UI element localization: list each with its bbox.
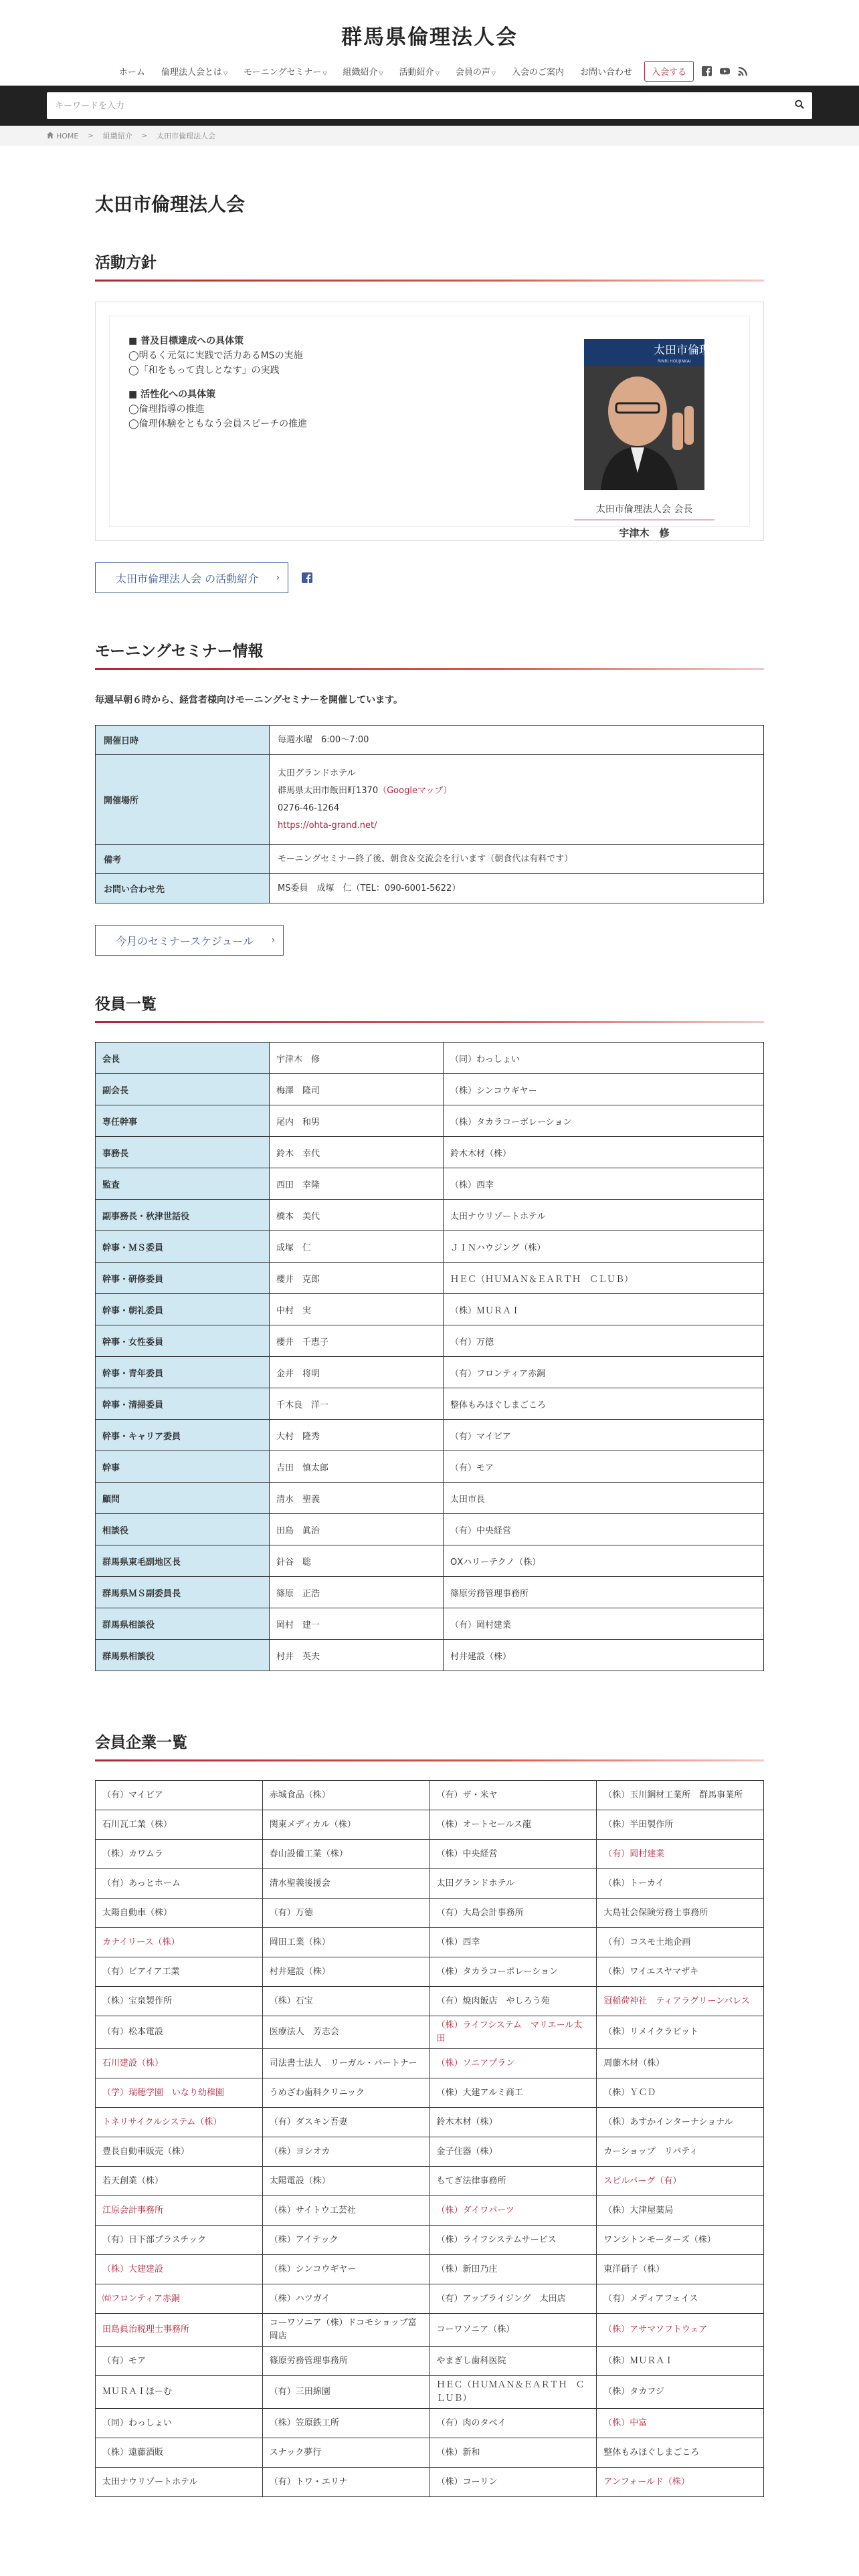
member-company: （有）松本電設 [96, 2016, 263, 2049]
member-company[interactable]: アンフォールド（株） [597, 2468, 764, 2497]
officer-role: 幹事・ＭＳ委員 [96, 1231, 270, 1263]
member-company: （有）焼肉飯店 やしろう苑 [430, 1987, 597, 2016]
member-company: （有）あっとホーム [96, 1869, 263, 1899]
member-company[interactable]: トネリサイクルシステム（株） [96, 2108, 263, 2137]
member-row [96, 2376, 764, 2409]
officer-row [96, 1420, 764, 1451]
policy-heading-1: ■ 普及目標達成への具体策 [128, 336, 244, 346]
member-row [96, 2409, 764, 2438]
member-company: 周藤木材（株） [597, 2049, 764, 2078]
policy-line: ◯倫理指導の推進 [128, 404, 205, 415]
venue-tel: 0276-46-1264 [278, 802, 340, 813]
member-company: （株）ＭＵＲＡＩ [597, 2347, 764, 2376]
schedule-button[interactable] [95, 925, 284, 956]
member-company: （株）コーリン [430, 2468, 597, 2497]
officer-row [96, 1200, 764, 1231]
member-company: 鈴木木材（株） [430, 2108, 597, 2137]
main-content [0, 190, 859, 2497]
member-company: （株）大建アルミ商工 [430, 2078, 597, 2108]
member-company: （株）ヨシオカ [262, 2137, 430, 2167]
member-company: 村井建設（株） [262, 1957, 430, 1987]
member-company: （株）中央経営 [430, 1840, 597, 1869]
breadcrumb [0, 126, 859, 146]
member-company: （株）あすかインターナショナル [597, 2108, 764, 2137]
site-header [0, 0, 859, 86]
member-company: （有）肉のタベイ [430, 2409, 597, 2438]
officer-row [96, 1608, 764, 1640]
member-company: 大島社会保険労務士事務所 [597, 1899, 764, 1928]
nav-item-2[interactable] [244, 65, 326, 78]
officer-role: 幹事・女性委員 [96, 1325, 270, 1357]
member-company: （株）タカラコーポレーション [430, 1957, 597, 1987]
officer-name: 梅澤 隆司 [270, 1074, 444, 1105]
member-company[interactable]: （株）大建建設 [96, 2255, 263, 2284]
officer-name: 針谷 聡 [270, 1545, 444, 1577]
seminar-row [96, 726, 764, 755]
officer-name: 村井 英夫 [270, 1640, 444, 1671]
photo-banner-sub: RINRI HOUJINKAI [658, 359, 691, 364]
officer-role: 群馬県東毛副地区長 [96, 1545, 270, 1577]
member-company: 司法書士法人 リーガル・パートナー [262, 2049, 430, 2078]
member-company: （有）トワ・エリナ [262, 2468, 430, 2497]
member-company: （株）ＹＣＤ [597, 2078, 764, 2108]
member-company[interactable]: （株）アサマソフトウェア [597, 2314, 764, 2347]
member-company[interactable]: （株）中富 [597, 2409, 764, 2438]
member-company: （株）石宝 [262, 1987, 430, 2016]
officer-org: （有）中央経営 [444, 1514, 764, 1545]
officer-org: ＪＩＮハウジング（株） [444, 1231, 764, 1263]
officer-row [96, 1577, 764, 1608]
member-row [96, 2167, 764, 2196]
member-company[interactable]: （株）ソニアプラン [430, 2049, 597, 2078]
member-row [96, 2314, 764, 2347]
member-row [96, 1869, 764, 1899]
nav-item-label: モーニングセミナー [244, 68, 322, 78]
facebook-icon[interactable] [702, 66, 712, 76]
officer-role: 群馬県ＭＳ副委員長 [96, 1577, 270, 1608]
officer-org: （有）岡村建業 [444, 1608, 764, 1640]
officer-name: 尾内 和男 [270, 1105, 444, 1137]
nav-item-label: お問い合わせ [580, 68, 633, 78]
member-company: （株）タカフジ [597, 2376, 764, 2409]
officer-row [96, 1105, 764, 1137]
member-company: （有）大島会計事務所 [430, 1899, 597, 1928]
member-company: （有）マイビア [96, 1781, 263, 1810]
member-company[interactable]: スピルバーグ（有） [597, 2167, 764, 2196]
member-company: ＭＵＲＡＩほーむ [96, 2376, 263, 2409]
officer-row [96, 1325, 764, 1357]
officer-row [96, 1263, 764, 1294]
officer-row [96, 1357, 764, 1388]
member-company[interactable]: 江原会計事務所 [96, 2196, 263, 2226]
officer-org: （有）モア [444, 1451, 764, 1483]
officer-row [96, 1388, 764, 1420]
chevron-down-icon: ▽ [322, 70, 327, 76]
nav-item-1[interactable] [161, 65, 227, 78]
member-company: ＨＥＣ（ＨＵＭＡＮ＆ＥＡＲＴＨ ＣＬＵＢ） [430, 2376, 597, 2409]
officer-role: 副会長 [96, 1074, 270, 1105]
officer-role: 幹事・清掃委員 [96, 1388, 270, 1420]
search-bar [0, 86, 859, 126]
member-company: もてぎ法律事務所 [430, 2167, 597, 2196]
member-row [96, 1810, 764, 1840]
nav-item-7[interactable] [580, 65, 632, 78]
member-company: 太陽自動車（株） [96, 1899, 263, 1928]
officer-name: 吉田 慎太郎 [270, 1451, 444, 1483]
policy-text [128, 326, 307, 517]
officer-role: 幹事 [96, 1451, 270, 1483]
member-company[interactable]: 石川建設（株） [96, 2049, 263, 2078]
seminar-row [96, 755, 764, 845]
nav-item-5[interactable] [456, 65, 496, 78]
member-row [96, 2108, 764, 2137]
member-company: （株）半田製作所 [597, 1810, 764, 1840]
member-row [96, 1957, 764, 1987]
officer-name: 清水 聖義 [270, 1483, 444, 1514]
member-company: 整体もみほぐしまごころ [597, 2438, 764, 2468]
member-company: （株）笠原鉄工所 [262, 2409, 430, 2438]
member-row [96, 2255, 764, 2284]
activity-button[interactable] [95, 562, 288, 593]
member-company: 石川瓦工業（株） [96, 1810, 263, 1840]
nav-item-label: 倫理法人会とは [161, 68, 222, 78]
policy-box [95, 302, 764, 541]
policy-heading-2: ■ 活性化への具体策 [128, 389, 216, 400]
member-company: 春山設備工業（株） [262, 1840, 430, 1869]
member-company: （有）ダスキン吾妻 [262, 2108, 430, 2137]
members-table [95, 1780, 764, 2497]
officer-name: 橋本 美代 [270, 1200, 444, 1231]
page-title: 太田市倫理法人会 [95, 193, 246, 215]
member-company[interactable]: ㈲フロンティア赤銅 [96, 2284, 263, 2314]
officer-name: 鈴木 幸代 [270, 1137, 444, 1168]
member-row [96, 2049, 764, 2078]
search-input[interactable] [55, 101, 729, 111]
chevron-right-icon: › [271, 935, 276, 946]
officer-org: （株）タカラコーポレーション [444, 1105, 764, 1137]
officer-name: 大村 隆秀 [270, 1420, 444, 1451]
officer-name: 櫻井 千恵子 [270, 1325, 444, 1357]
officers-heading: 役員一覧 [95, 992, 764, 1023]
venue-url-link[interactable]: https://ohta-grand.net/ [278, 820, 377, 831]
nav-item-label: 会員の声 [455, 68, 490, 78]
officer-org: 太田ナウリゾートホテル [444, 1200, 764, 1231]
officer-role: 幹事・研修委員 [96, 1263, 270, 1294]
breadcrumb-current: 太田市倫理法人会 [157, 132, 216, 140]
officer-role: 相談役 [96, 1514, 270, 1545]
officer-row [96, 1074, 764, 1105]
officer-role: 群馬県相談役 [96, 1608, 270, 1640]
officer-row [96, 1168, 764, 1200]
nav-item-label: 入会のご案内 [512, 68, 565, 78]
officer-name: 千木良 洋一 [270, 1388, 444, 1420]
member-company: （株）トーカイ [597, 1869, 764, 1899]
member-company[interactable]: （有）岡村建業 [597, 1840, 764, 1869]
member-row [96, 1840, 764, 1869]
seminar-value: モーニングセミナー終了後、朝食＆交流会を行います（朝食代は有料です） [270, 845, 764, 874]
nav-item-label: ホーム [118, 68, 145, 78]
breadcrumb-level1[interactable]: 組織紹介 [102, 132, 132, 140]
member-company[interactable]: カナイリース（株） [96, 1928, 263, 1957]
member-row [96, 2347, 764, 2376]
breadcrumb-separator-icon: > [88, 132, 94, 140]
nav-item-0[interactable] [119, 65, 145, 78]
member-row [96, 2016, 764, 2049]
officer-row [96, 1483, 764, 1514]
member-row [96, 1987, 764, 2016]
search-icon[interactable] [795, 100, 804, 112]
seminar-value [270, 755, 764, 845]
member-company: 若天創業（株） [96, 2167, 263, 2196]
schedule-button-label: 今月のセミナースケジュール [116, 934, 254, 948]
nav-item-label: 組織紹介 [343, 68, 378, 78]
member-company: （株）ライフシステムサービス [430, 2226, 597, 2255]
officer-role: 幹事・キャリア委員 [96, 1420, 270, 1451]
officer-role: 専任幹事 [96, 1105, 270, 1137]
officer-row [96, 1451, 764, 1483]
member-company: 太田グランドホテル [430, 1869, 597, 1899]
seminar-label: 備考 [96, 845, 270, 874]
member-company: （株）アイテック [262, 2226, 430, 2255]
chevron-down-icon: ▽ [223, 70, 228, 76]
member-company: 太田ナウリゾートホテル [96, 2468, 263, 2497]
member-company: （有）日下部プラスチック [96, 2226, 263, 2255]
member-company: （有）ビアイア工業 [96, 1957, 263, 1987]
member-company: スナック夢行 [262, 2438, 430, 2468]
president-name: 宇津木 修 [619, 527, 670, 539]
member-company: （株）オートセールス龍 [430, 1810, 597, 1840]
search-box [47, 92, 812, 119]
officer-org: （株）シンコウギヤー [444, 1074, 764, 1105]
officer-role: 副事務長・秋津世話役 [96, 1200, 270, 1231]
member-company[interactable]: （株）ダイワパーツ [430, 2196, 597, 2226]
member-company: コーワソニア（株）ドコモショップ富岡店 [262, 2314, 430, 2347]
member-company: （有）三田綿園 [262, 2376, 430, 2409]
officer-org: OⅩハリーテクノ（株） [444, 1545, 764, 1577]
member-company[interactable]: （学）瑞穂学園 いなり幼稚園 [96, 2078, 263, 2108]
photo-banner-text: 太田市倫理 [654, 344, 710, 357]
member-company: （株）リメイクラビット [597, 2016, 764, 2049]
member-company: 篠原労務管理事務所 [262, 2347, 430, 2376]
president-role: 太田市倫理法人会 会長 [574, 502, 714, 520]
policy-heading: 活動方針 [95, 250, 764, 282]
youtube-icon[interactable] [720, 66, 730, 76]
member-company: ワンシトンモーターズ（株） [597, 2226, 764, 2255]
officer-name: 田島 眞治 [270, 1514, 444, 1545]
member-row [96, 2196, 764, 2226]
venue-address: 群馬県太田市飯田町1370 [278, 785, 379, 796]
nav-item-3[interactable] [343, 65, 383, 78]
member-company: （有）メディアフェイス [597, 2284, 764, 2314]
member-row [96, 2226, 764, 2255]
officer-role: 群馬県相談役 [96, 1640, 270, 1671]
member-company: 関東メディカル（株） [262, 1810, 430, 1840]
site-title[interactable]: 群馬県倫理法人会 [341, 25, 518, 49]
member-company: （株）ワイエスヤマザキ [597, 1957, 764, 1987]
member-row [96, 1781, 764, 1810]
seminar-heading: モーニングセミナー情報 [95, 639, 764, 670]
member-company: うめざわ歯科クリニック [262, 2078, 430, 2108]
seminar-value: MS委員 成塚 仁（TEL：090-6001-5622） [270, 874, 764, 903]
join-button[interactable]: 入会する [644, 61, 694, 82]
nav-item-6[interactable] [512, 65, 564, 78]
officer-org: 村井建設（株） [444, 1640, 764, 1671]
member-company: （株）宝泉製作所 [96, 1987, 263, 2016]
breadcrumb-separator-icon: > [141, 132, 148, 140]
chevron-down-icon: ▽ [379, 70, 383, 76]
member-row [96, 2137, 764, 2167]
officer-org: （株）西幸 [444, 1168, 764, 1200]
officer-org: （同）わっしょい [444, 1043, 764, 1074]
member-company: （同）わっしょい [96, 2409, 263, 2438]
officers-table [95, 1042, 764, 1671]
officer-row [96, 1545, 764, 1577]
officer-org: （株）ＭＵＲＡＩ [444, 1294, 764, 1325]
chevron-right-icon: › [276, 572, 280, 583]
member-company: （株）新和 [430, 2438, 597, 2468]
officer-org: （有）万徳 [444, 1325, 764, 1357]
officer-name: 岡村 建一 [270, 1608, 444, 1640]
seminar-intro: 毎週早朝６時から、経営者様向けモーニングセミナーを開催しています。 [95, 695, 403, 706]
member-company: （有）ザ・米ヤ [430, 1781, 597, 1810]
seminar-label: 開催日時 [96, 726, 270, 755]
officer-name: 成塚 仁 [270, 1231, 444, 1263]
member-row [96, 1899, 764, 1928]
activity-button-label: 太田市倫理法人会 の活動紹介 [116, 572, 259, 585]
seminar-label: お問い合わせ先 [96, 874, 270, 903]
member-company: 金子住器（株） [430, 2137, 597, 2167]
officer-row [96, 1640, 764, 1671]
google-map-link[interactable]: （Googleマップ） [378, 785, 452, 796]
officer-role: 幹事・青年委員 [96, 1357, 270, 1388]
officer-role: 事務長 [96, 1137, 270, 1168]
chevron-down-icon: ▽ [491, 70, 496, 76]
officer-role: 幹事・朝礼委員 [96, 1294, 270, 1325]
seminar-row [96, 874, 764, 903]
seminar-row [96, 845, 764, 874]
member-row [96, 1928, 764, 1957]
member-company: カーショップ リバティ [597, 2137, 764, 2167]
officer-name: 中村 実 [270, 1294, 444, 1325]
member-row [96, 2438, 764, 2468]
member-company: （株）大津屋薬局 [597, 2196, 764, 2226]
president-card [574, 326, 714, 539]
rss-icon[interactable] [738, 66, 748, 76]
officer-role: 監査 [96, 1168, 270, 1200]
member-company: （株）西幸 [430, 1928, 597, 1957]
member-row [96, 2284, 764, 2314]
member-company: （株）玉川鋼材工業所 群馬事業所 [597, 1781, 764, 1810]
member-company: 医療法人 芳志会 [262, 2016, 430, 2049]
member-company: コーワソニア（株） [430, 2314, 597, 2347]
officer-org: 太田市長 [444, 1483, 764, 1514]
officer-name: 西田 幸隆 [270, 1168, 444, 1200]
nav-item-4[interactable] [399, 65, 440, 78]
venue-name: 太田グランドホテル [278, 768, 356, 778]
officer-org: ＨＥＣ（ＨＵＭＡＮ＆ＥＡＲＴＨ ＣＬＵＢ） [444, 1263, 764, 1294]
member-company: （有）アップライジング 太田店 [430, 2284, 597, 2314]
member-company: （有）モア [96, 2347, 263, 2376]
member-company: 清水聖義後援会 [262, 1869, 430, 1899]
member-company: （株）ハツガイ [262, 2284, 430, 2314]
president-photo [584, 339, 710, 490]
member-company: やまぎし歯科医院 [430, 2347, 597, 2376]
officer-role: 顧問 [96, 1483, 270, 1514]
officer-row [96, 1043, 764, 1074]
seminar-value: 毎週水曜 6:00〜7:00 [270, 726, 764, 755]
breadcrumb-home[interactable]: HOME [56, 131, 79, 140]
member-company: 東洋硝子（株） [597, 2255, 764, 2284]
member-company: （株）シンコウギヤー [262, 2255, 430, 2284]
member-company: （株）カワムラ [96, 1840, 263, 1869]
members-heading: 会員企業一覧 [95, 1730, 764, 1761]
officer-name: 金井 将明 [270, 1357, 444, 1388]
officer-row [96, 1137, 764, 1168]
officer-name: 櫻井 克郎 [270, 1263, 444, 1294]
member-company: （有）万徳 [262, 1899, 430, 1928]
member-company: 太陽電設（株） [262, 2167, 430, 2196]
officer-org: （有）フロンティア赤銅 [444, 1357, 764, 1388]
member-company[interactable]: 田島眞治税理士事務所 [96, 2314, 263, 2347]
member-row [96, 2468, 764, 2497]
seminar-table [95, 725, 764, 903]
officer-org: 整体もみほぐしまごころ [444, 1388, 764, 1420]
member-company: （株）サイトウ工芸社 [262, 2196, 430, 2226]
policy-line: ◯明るく元気に実践で活力あるMSの実施 [128, 350, 303, 361]
officer-row [96, 1514, 764, 1545]
nav-item-label: 活動紹介 [399, 68, 434, 78]
member-company: 豊長自動車販売（株） [96, 2137, 263, 2167]
member-company[interactable]: 冠稲荷神社 ティアラグリーンパレス [597, 1987, 764, 2016]
member-company: （株）遠藤酒販 [96, 2438, 263, 2468]
officer-row [96, 1294, 764, 1325]
officer-role: 会長 [96, 1043, 270, 1074]
seminar-label: 開催場所 [96, 755, 270, 845]
policy-line: ◯倫理体験をともなう会員スピーチの推進 [128, 419, 308, 429]
officer-row [96, 1231, 764, 1263]
global-nav [0, 61, 859, 82]
officer-org: （有）マイビア [444, 1420, 764, 1451]
officer-org: 篠原労務管理事務所 [444, 1577, 764, 1608]
member-company: 岡田工業（株） [262, 1928, 430, 1957]
member-company[interactable]: （株）ライフシステム マリエール太田 [430, 2016, 597, 2049]
chevron-down-icon: ▽ [435, 70, 440, 76]
officer-org: 鈴木木材（株） [444, 1137, 764, 1168]
member-company: （有）コスモ土地企画 [597, 1928, 764, 1957]
officer-name: 篠原 正浩 [270, 1577, 444, 1608]
member-company: （株）新田乃庄 [430, 2255, 597, 2284]
home-icon [47, 132, 54, 140]
officer-name: 宇津木 修 [270, 1043, 444, 1074]
member-company: 赤城食品（株） [262, 1781, 430, 1810]
facebook-icon[interactable] [302, 572, 312, 583]
policy-line: ◯「和をもって貴しとなす」の実践 [128, 365, 280, 376]
member-row [96, 2078, 764, 2108]
